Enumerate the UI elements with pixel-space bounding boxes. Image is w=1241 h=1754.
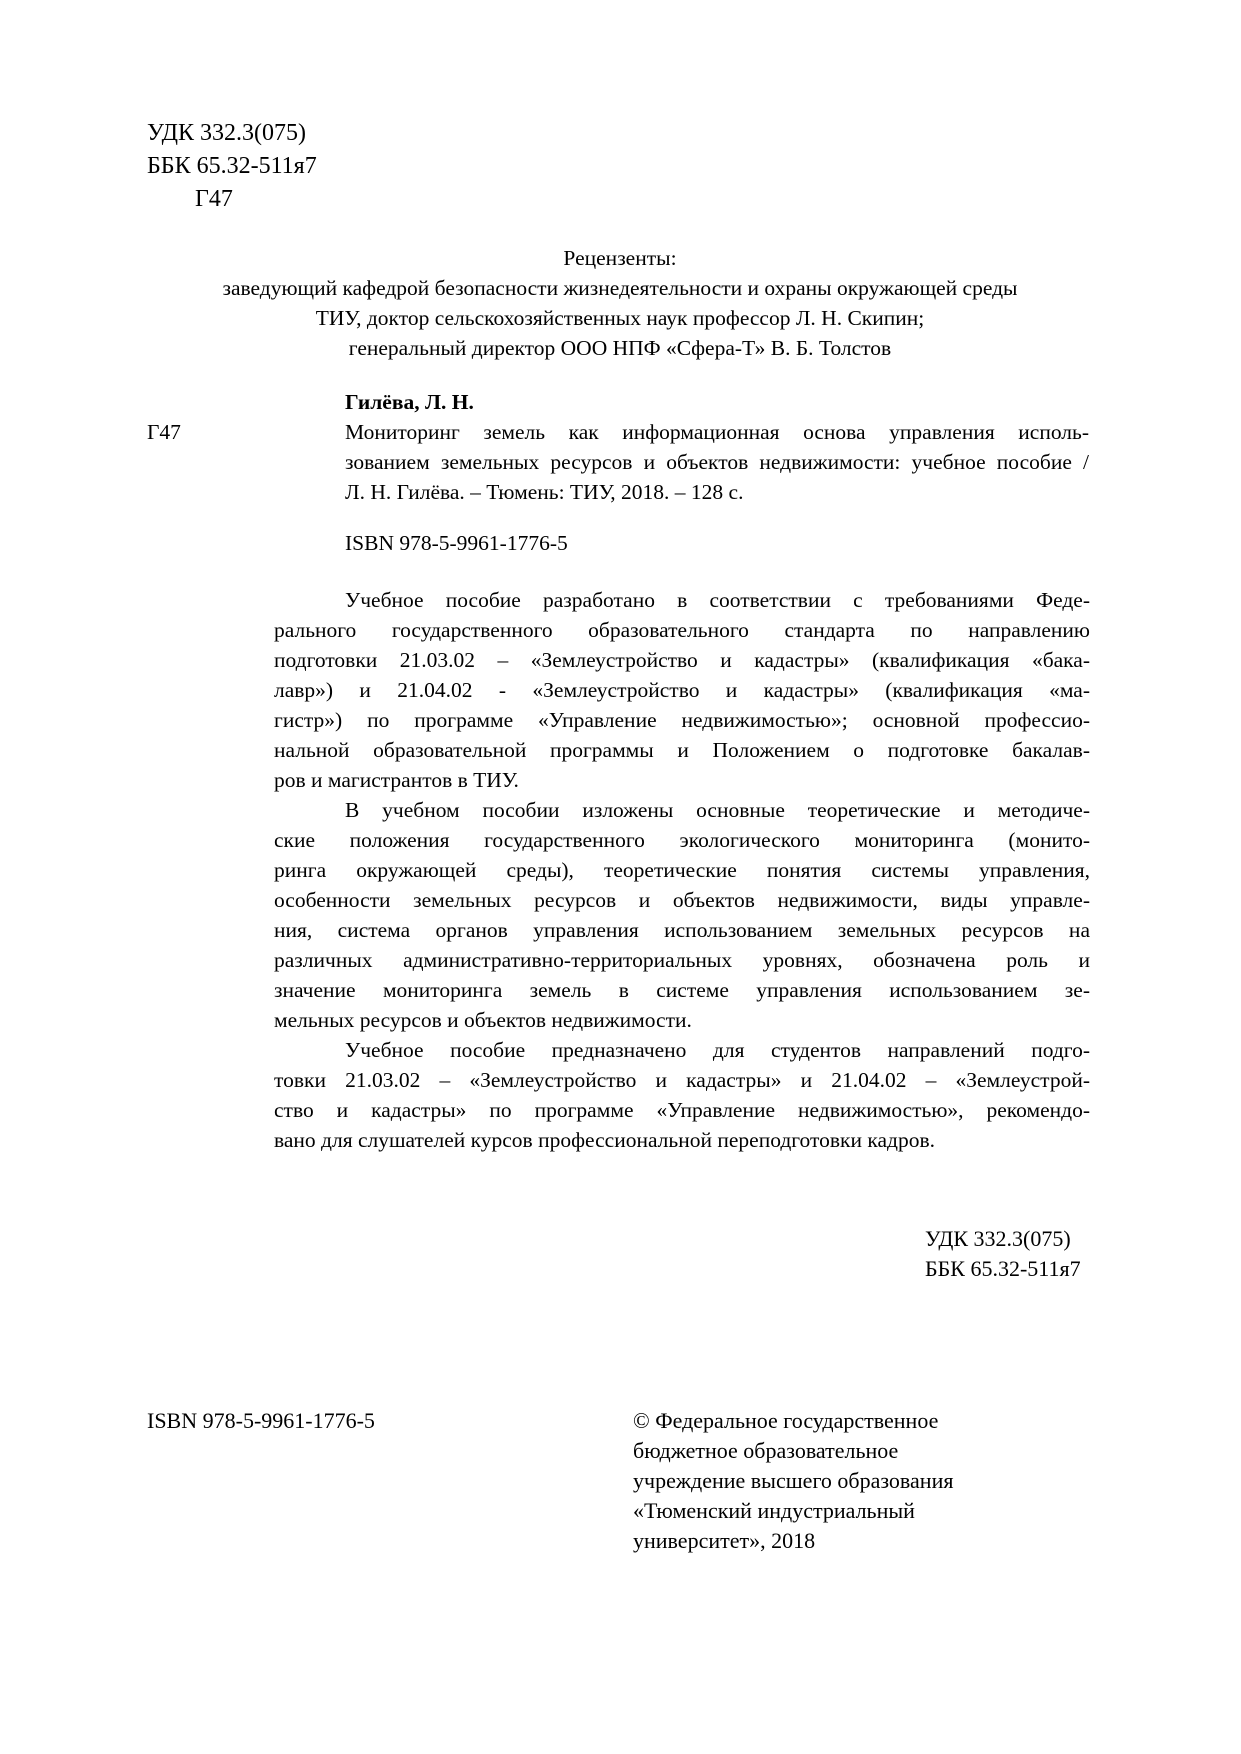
copyright-line: бюджетное образовательное [633,1438,899,1463]
copyright-notice [633,1406,953,1556]
abstract-line: особенности земельных ресурсов и объектов недвижимости, виды управле- [274,888,1090,912]
bib-line: Мониторинг земель как информационная основа управления исполь- [345,420,1089,444]
abstract-line: различных административно-территориальных уровнях, обозначена роль и [274,948,1090,972]
copyright-line: «Тюменский индустриальный [633,1498,915,1523]
udk-code: УДК 332.3(075) [925,1226,1071,1251]
reviewers-block [150,243,1090,363]
author-heading: Гилёва, Л. Н. [345,390,474,414]
bib-line: зованием земельных ресурсов и объектов недвижимости: учебное пособие / [345,450,1089,474]
abstract-paragraph-1 [274,585,1090,795]
abstract-line: значение мониторинга земель в системе управления использованием зе- [274,978,1090,1002]
abstract-line: ринга окружающей среды), теоретические понятия системы управления, [274,858,1090,882]
abstract-line: Учебное пособие разработано в соответствии с требованиями Феде- [345,588,1090,612]
abstract-line: рального государственного образовательного стандарта по направлению [274,618,1090,642]
reviewer-line: генеральный директор ООО НПФ «Сфера-Т» В. Б. Толстов [348,336,892,360]
bibliographic-description [345,417,1089,507]
abstract-line: гистр») по программе «Управление недвижимостью»; основной профессио- [274,708,1090,732]
abstract-line: лавр») и 21.04.02 - «Землеустройство и кадастры» (квалификация «ма- [274,678,1090,702]
abstract-line: ство и кадастры» по программе «Управление недвижимостью», рекомендо- [274,1098,1090,1122]
abstract-line: нальной образовательной программы и Положением о подготовке бакалав- [274,738,1090,762]
bbk-code: ББК 65.32-511я7 [925,1256,1081,1281]
abstract-line: мельных ресурсов и объектов недвижимости. [274,1008,692,1032]
bibliography-cutter-mark: Г47 [147,420,181,444]
abstract-paragraph-3 [274,1035,1090,1155]
author-cutter-mark: Г47 [195,186,233,212]
reviewers-title: Рецензенты: [563,246,677,270]
copyright-line: университет», 2018 [633,1528,816,1553]
abstract-line: товки 21.03.02 – «Землеустройство и кадастры» и 21.04.02 – «Землеустрой- [274,1068,1090,1092]
footer-classification [925,1224,1081,1284]
udk-code: УДК 332.3(075) [147,120,306,146]
copyright-line: © Федеральное государственное [633,1408,939,1433]
header-classification [147,117,317,216]
abstract [274,585,1090,1155]
reviewer-line: заведующий кафедрой безопасности жизнедеятельности и охраны окружающей среды [222,276,1018,300]
abstract-line: ния, система органов управления использованием земельных ресурсов на [274,918,1090,942]
abstract-line: ров и магистрантов в ТИУ. [274,768,519,792]
isbn-entry: ISBN 978-5-9961-1776-5 [345,531,568,555]
reviewer-line: ТИУ, доктор сельскохозяйственных наук профессор Л. Н. Скипин; [315,306,925,330]
bbk-code: ББК 65.32-511я7 [147,153,317,179]
abstract-line: вано для слушателей курсов профессиональной переподготовки кадров. [274,1128,935,1152]
abstract-line: подготовки 21.03.02 – «Землеустройство и кадастры» (квалификация «бака- [274,648,1090,672]
footer-isbn: ISBN 978-5-9961-1776-5 [147,1408,375,1433]
bib-line: Л. Н. Гилёва. – Тюмень: ТИУ, 2018. – 128 с. [345,480,744,504]
abstract-paragraph-2 [274,795,1090,1035]
abstract-line: Учебное пособие предназначено для студентов направлений подго- [345,1038,1090,1062]
abstract-line: ские положения государственного экологического мониторинга (монито- [274,828,1090,852]
copyright-line: учреждение высшего образования [633,1468,954,1493]
abstract-line: В учебном пособии изложены основные теоретические и методиче- [345,798,1090,822]
